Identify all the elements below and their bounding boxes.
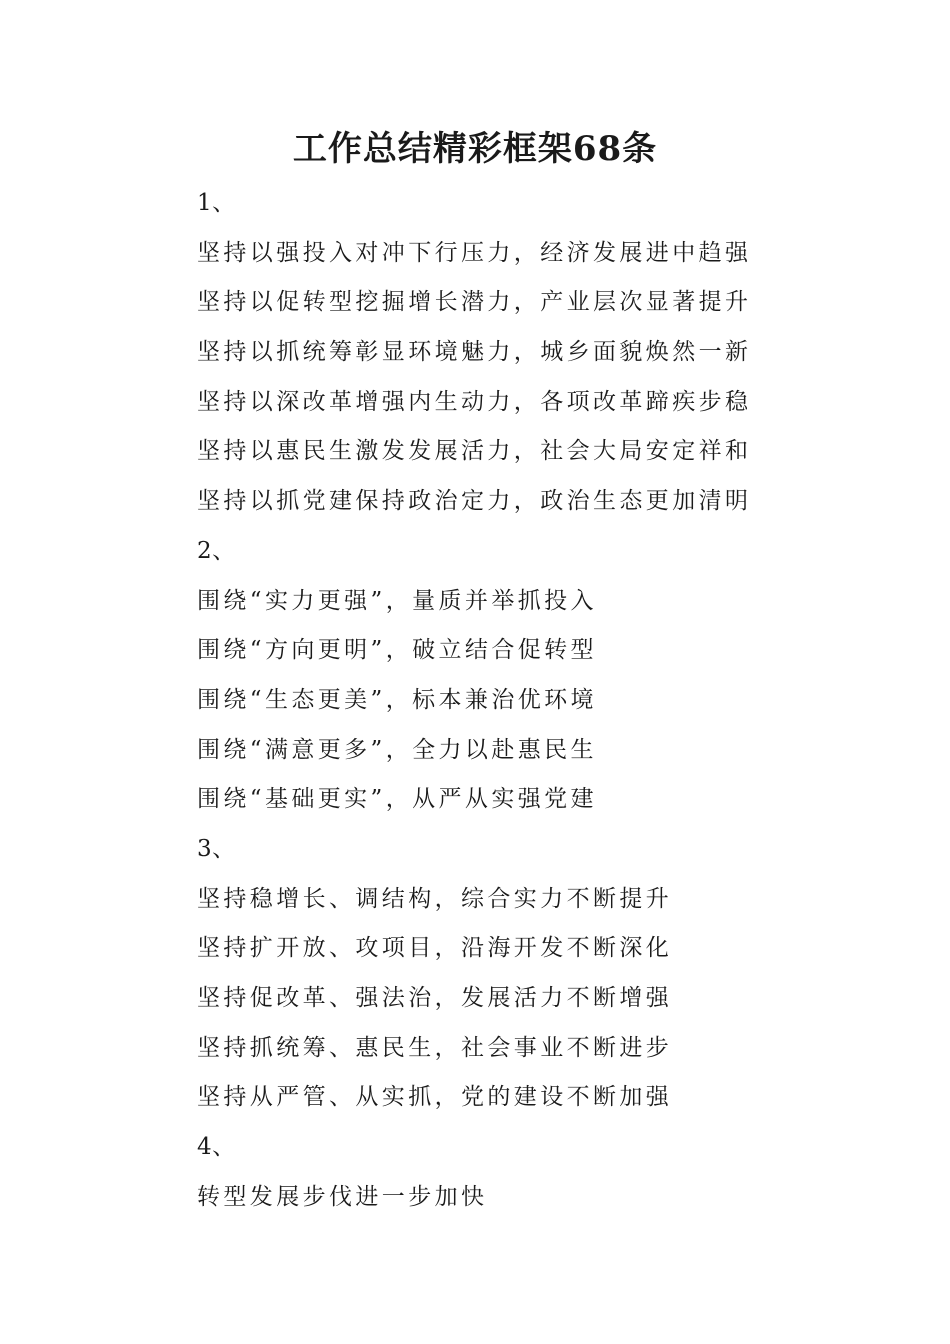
text-line: 围绕“基础更实”，从严从实强党建 xyxy=(197,786,597,813)
text-line: 坚持以促转型挖掘增长潜力，产业层次显著提升 xyxy=(197,289,752,316)
text-line: 坚持抓统筹、惠民生，社会事业不断进步 xyxy=(197,1034,673,1061)
text-line: 围绕“生态更美”，标本兼治优环境 xyxy=(197,686,597,713)
text-line: 坚持以惠民生激发发展活力，社会大局安定祥和 xyxy=(197,438,752,465)
text-line: 坚持以强投入对冲下行压力，经济发展进中趋强 xyxy=(197,239,752,266)
section-number: 3、 xyxy=(197,835,236,862)
text-line: 围绕“实力更强”，量质并举抓投入 xyxy=(197,587,597,614)
section-number: 2、 xyxy=(197,537,236,564)
text-line: 坚持从严管、从实抓，党的建设不断加强 xyxy=(197,1084,673,1111)
document-title: 工作总结精彩框架68条 xyxy=(292,129,658,169)
text-line: 围绕“满意更多”，全力以赴惠民生 xyxy=(197,736,597,763)
text-line: 坚持以深改革增强内生动力，各项改革蹄疾步稳 xyxy=(197,388,752,415)
text-line: 转型发展步伐进一步加快 xyxy=(197,1183,488,1210)
section-number: 4、 xyxy=(197,1134,236,1161)
text-line: 坚持扩开放、攻项目，沿海开发不断深化 xyxy=(197,935,673,962)
text-line: 围绕“方向更明”，破立结合促转型 xyxy=(197,637,597,664)
text-line: 坚持稳增长、调结构，综合实力不断提升 xyxy=(197,885,673,912)
text-line: 坚持促改革、强法治，发展活力不断增强 xyxy=(197,985,673,1011)
section-number: 1、 xyxy=(197,190,236,216)
text-line: 坚持以抓党建保持政治定力，政治生态更加清明 xyxy=(197,488,752,515)
document-body xyxy=(197,179,757,1222)
text-line: 坚持以抓统筹彰显环境魅力，城乡面貌焕然一新 xyxy=(197,339,752,366)
